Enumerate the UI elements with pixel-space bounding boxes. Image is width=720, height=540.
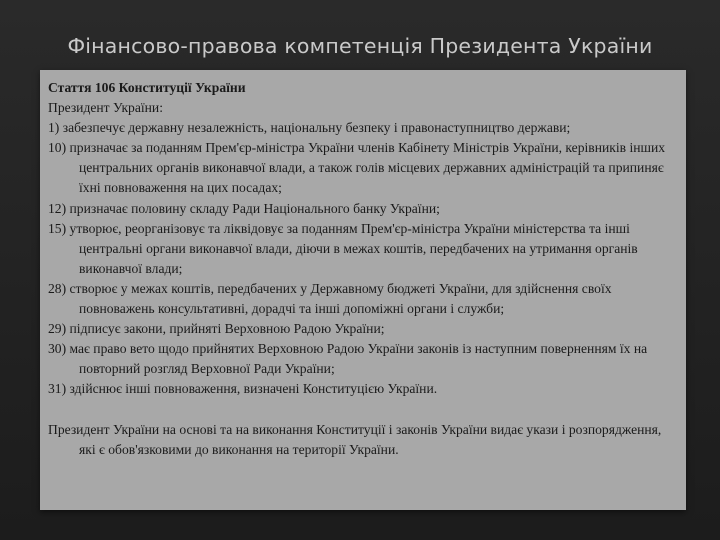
list-item: 12) призначає половину складу Ради Національного банку України; <box>48 200 440 216</box>
article-heading: Стаття 106 Конституції України <box>48 80 246 95</box>
list-item: 28) створює у межах коштів, передбачених у Державному бюджеті України, для здійснення своїх повноважень консультативні, дорадчі та інші допоміжні органи і служби; <box>48 280 612 317</box>
content-text <box>48 78 678 460</box>
list-item: 29) підписує закони, прийняті Верховною Радою України; <box>48 321 385 337</box>
list-item: 1) забезпечує державну незалежність, національну безпеку і правонаступництво держави; <box>48 120 571 136</box>
intro-text: Президент України: <box>48 100 163 116</box>
closing-paragraph: Президент України на основі та на виконання Конституції і законів України видає укази і розпорядження, які є обов'язковими до виконання на території України. <box>48 421 662 457</box>
list-item: 10) призначає за поданням Прем'єр-міністра України членів Кабінету Міністрів України, керівників інших центральних органів виконавчої влади, а також голів місцевих державних адміністрацій та припиняє їхні повноваження на цих посадах; <box>48 140 666 196</box>
spacer <box>48 400 678 420</box>
list-item: 31) здійснює інші повноваження, визначені Конституцією України. <box>48 381 438 397</box>
slide-title: Фінансово-правова компетенція Президента України <box>67 34 653 58</box>
list-item: 30) має право вето щодо прийнятих Верховною Радою України законів із наступним поверненням їх на повторний розгляд Верховної Ради України; <box>48 341 648 377</box>
list-item: 15) утворює, реорганізовує та ліквідовує за поданням Прем'єр-міністра України міністерства та інші центральні органи виконавчої влади, діючи в межах коштів, передбачених на утримання органів виконавчої влади; <box>48 220 638 276</box>
